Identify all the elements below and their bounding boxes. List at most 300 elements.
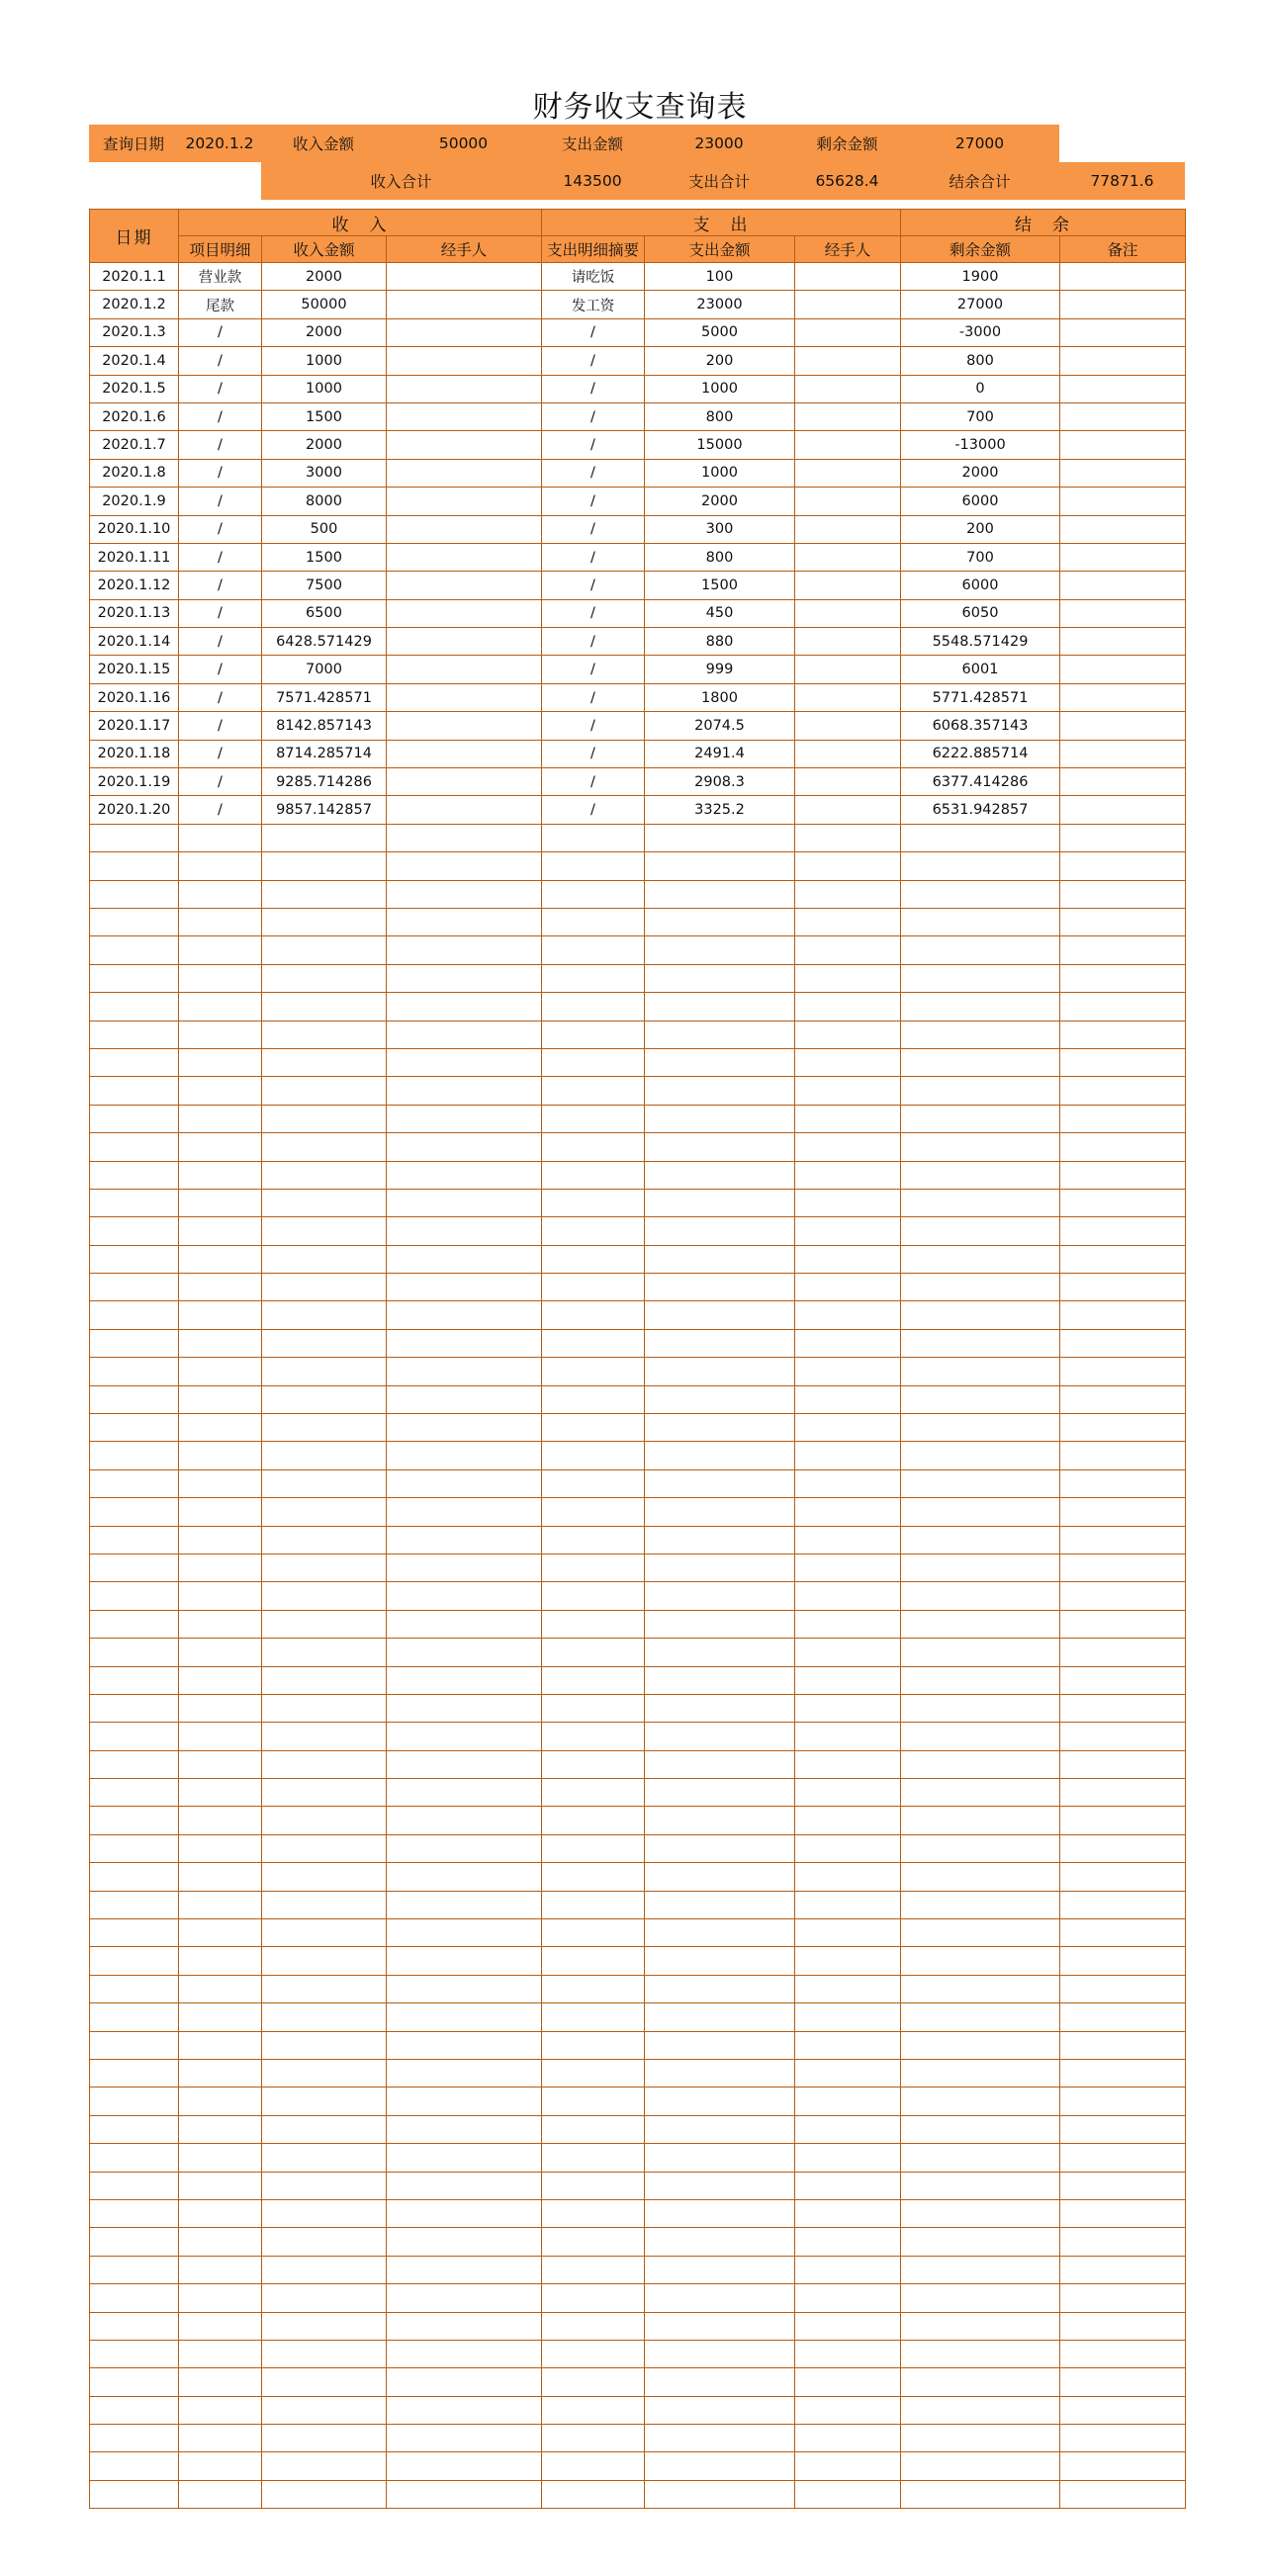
date-cell[interactable] (90, 1301, 179, 1329)
date-cell[interactable] (90, 2396, 179, 2424)
date-cell[interactable] (90, 880, 179, 908)
income-amount-cell[interactable] (262, 1554, 387, 1581)
income-item-cell[interactable] (179, 1105, 262, 1132)
income-amount-cell[interactable] (262, 1694, 387, 1722)
income-item-cell[interactable] (179, 1301, 262, 1329)
note-cell[interactable] (1060, 740, 1186, 767)
income-amount-cell[interactable]: 6428.571429 (262, 628, 387, 656)
income-amount-cell[interactable] (262, 2115, 387, 2143)
expense-handler-cell[interactable] (795, 375, 901, 402)
income-handler-cell[interactable] (387, 2031, 542, 2059)
income-amount-cell[interactable] (262, 964, 387, 992)
income-item-cell[interactable] (179, 852, 262, 880)
income-item-cell[interactable] (179, 908, 262, 935)
date-cell[interactable] (90, 1498, 179, 1526)
income-item-cell[interactable] (179, 1161, 262, 1189)
income-handler-cell[interactable] (387, 2199, 542, 2227)
income-handler-cell[interactable] (387, 824, 542, 851)
income-item-cell[interactable] (179, 1610, 262, 1638)
income-handler-cell[interactable] (387, 2340, 542, 2367)
note-cell[interactable] (1060, 1639, 1186, 1666)
income-item-cell[interactable] (179, 1554, 262, 1581)
remain-amount-cell[interactable] (901, 1834, 1060, 1862)
income-item-cell[interactable] (179, 2003, 262, 2031)
expense-item-cell[interactable] (542, 1077, 645, 1105)
expense-item-cell[interactable] (542, 2087, 645, 2115)
income-handler-cell[interactable] (387, 1947, 542, 1975)
expense-handler-cell[interactable] (795, 2144, 901, 2172)
income-handler-cell[interactable] (387, 1105, 542, 1132)
expense-item-cell[interactable] (542, 2256, 645, 2283)
expense-amount-cell[interactable] (645, 1329, 795, 1357)
note-cell[interactable] (1060, 1834, 1186, 1862)
remain-amount-cell[interactable] (901, 1526, 1060, 1554)
expense-handler-cell[interactable] (795, 1274, 901, 1301)
expense-item-cell[interactable] (542, 1217, 645, 1245)
income-handler-cell[interactable] (387, 347, 542, 375)
expense-item-cell[interactable] (542, 2060, 645, 2087)
income-handler-cell[interactable] (387, 2144, 542, 2172)
income-handler-cell[interactable] (387, 852, 542, 880)
income-item-cell[interactable] (179, 1666, 262, 1694)
expense-item-cell[interactable] (542, 2144, 645, 2172)
expense-handler-cell[interactable] (795, 1301, 901, 1329)
note-cell[interactable] (1060, 712, 1186, 740)
expense-handler-cell[interactable] (795, 936, 901, 964)
expense-item-cell[interactable]: 请吃饭 (542, 263, 645, 291)
date-cell[interactable]: 2020.1.9 (90, 488, 179, 515)
income-item-cell[interactable]: / (179, 656, 262, 683)
expense-item-cell[interactable] (542, 1414, 645, 1442)
note-cell[interactable] (1060, 1863, 1186, 1891)
date-cell[interactable]: 2020.1.3 (90, 318, 179, 346)
date-cell[interactable]: 2020.1.7 (90, 431, 179, 459)
remain-amount-cell[interactable]: 6222.885714 (901, 740, 1060, 767)
income-amount-cell[interactable] (262, 1077, 387, 1105)
income-handler-cell[interactable] (387, 1498, 542, 1526)
note-cell[interactable] (1060, 2396, 1186, 2424)
income-handler-cell[interactable] (387, 1919, 542, 1947)
expense-amount-cell[interactable]: 2491.4 (645, 740, 795, 767)
income-amount-cell[interactable] (262, 2312, 387, 2340)
income-item-cell[interactable] (179, 1329, 262, 1357)
income-item-cell[interactable]: / (179, 488, 262, 515)
expense-handler-cell[interactable] (795, 740, 901, 767)
note-cell[interactable] (1060, 1554, 1186, 1581)
income-item-cell[interactable] (179, 2312, 262, 2340)
income-handler-cell[interactable] (387, 1329, 542, 1357)
income-amount-cell[interactable] (262, 1807, 387, 1834)
income-amount-cell[interactable] (262, 1498, 387, 1526)
expense-item-cell[interactable] (542, 1975, 645, 2002)
income-item-cell[interactable] (179, 2087, 262, 2115)
remain-amount-cell[interactable] (901, 1582, 1060, 1610)
income-handler-cell[interactable] (387, 2256, 542, 2283)
income-handler-cell[interactable] (387, 375, 542, 402)
remain-amount-cell[interactable] (901, 2031, 1060, 2059)
note-cell[interactable] (1060, 1666, 1186, 1694)
expense-amount-cell[interactable] (645, 2312, 795, 2340)
expense-amount-cell[interactable] (645, 1358, 795, 1385)
income-handler-cell[interactable] (387, 1245, 542, 1273)
note-cell[interactable] (1060, 2452, 1186, 2480)
expense-handler-cell[interactable] (795, 1245, 901, 1273)
income-item-cell[interactable] (179, 1891, 262, 1918)
expense-handler-cell[interactable] (795, 1834, 901, 1862)
income-handler-cell[interactable] (387, 1975, 542, 2002)
expense-amount-cell[interactable]: 999 (645, 656, 795, 683)
note-cell[interactable] (1060, 683, 1186, 711)
income-amount-cell[interactable] (262, 1975, 387, 2002)
remain-amount-cell[interactable] (901, 1919, 1060, 1947)
income-handler-cell[interactable] (387, 1694, 542, 1722)
expense-amount-cell[interactable] (645, 936, 795, 964)
note-cell[interactable] (1060, 1217, 1186, 1245)
expense-item-cell[interactable] (542, 2425, 645, 2452)
income-item-cell[interactable]: / (179, 431, 262, 459)
expense-handler-cell[interactable] (795, 1554, 901, 1581)
remain-amount-cell[interactable] (901, 1498, 1060, 1526)
income-amount-cell[interactable] (262, 1329, 387, 1357)
note-cell[interactable] (1060, 1021, 1186, 1048)
date-cell[interactable] (90, 1414, 179, 1442)
expense-handler-cell[interactable] (795, 318, 901, 346)
expense-amount-cell[interactable] (645, 1723, 795, 1750)
income-handler-cell[interactable] (387, 318, 542, 346)
expense-item-cell[interactable] (542, 1498, 645, 1526)
income-item-cell[interactable]: / (179, 318, 262, 346)
income-amount-cell[interactable]: 2000 (262, 431, 387, 459)
expense-amount-cell[interactable]: 15000 (645, 431, 795, 459)
remain-amount-cell[interactable] (901, 1133, 1060, 1161)
remain-amount-cell[interactable] (901, 1105, 1060, 1132)
date-cell[interactable] (90, 1723, 179, 1750)
income-amount-cell[interactable]: 9285.714286 (262, 768, 387, 796)
expense-handler-cell[interactable] (795, 459, 901, 487)
note-cell[interactable] (1060, 488, 1186, 515)
date-cell[interactable] (90, 2425, 179, 2452)
date-cell[interactable] (90, 993, 179, 1021)
expense-handler-cell[interactable] (795, 1048, 901, 1076)
income-amount-cell[interactable]: 7500 (262, 572, 387, 599)
income-handler-cell[interactable] (387, 683, 542, 711)
expense-amount-cell[interactable]: 200 (645, 347, 795, 375)
remain-amount-cell[interactable]: 6068.357143 (901, 712, 1060, 740)
income-amount-cell[interactable] (262, 2425, 387, 2452)
note-cell[interactable] (1060, 1723, 1186, 1750)
remain-amount-cell[interactable] (901, 2312, 1060, 2340)
income-item-cell[interactable]: / (179, 347, 262, 375)
expense-item-cell[interactable] (542, 2228, 645, 2256)
remain-amount-cell[interactable] (901, 2087, 1060, 2115)
remain-amount-cell[interactable] (901, 1385, 1060, 1413)
date-cell[interactable] (90, 1048, 179, 1076)
remain-amount-cell[interactable] (901, 2060, 1060, 2087)
expense-amount-cell[interactable] (645, 1807, 795, 1834)
income-handler-cell[interactable] (387, 1048, 542, 1076)
date-cell[interactable] (90, 1161, 179, 1189)
expense-item-cell[interactable] (542, 1582, 645, 1610)
expense-handler-cell[interactable] (795, 543, 901, 571)
expense-handler-cell[interactable] (795, 1919, 901, 1947)
expense-handler-cell[interactable] (795, 2031, 901, 2059)
expense-amount-cell[interactable] (645, 2425, 795, 2452)
remain-amount-cell[interactable]: 6377.414286 (901, 768, 1060, 796)
income-item-cell[interactable] (179, 1358, 262, 1385)
expense-amount-cell[interactable] (645, 2115, 795, 2143)
expense-handler-cell[interactable] (795, 1358, 901, 1385)
expense-handler-cell[interactable] (795, 1105, 901, 1132)
expense-item-cell[interactable] (542, 1161, 645, 1189)
date-cell[interactable] (90, 1526, 179, 1554)
expense-amount-cell[interactable] (645, 2396, 795, 2424)
income-item-cell[interactable] (179, 1189, 262, 1216)
expense-handler-cell[interactable] (795, 712, 901, 740)
date-cell[interactable] (90, 1947, 179, 1975)
expense-amount-cell[interactable] (645, 2199, 795, 2227)
income-amount-cell[interactable] (262, 2368, 387, 2396)
income-amount-cell[interactable] (262, 1526, 387, 1554)
expense-handler-cell[interactable] (795, 964, 901, 992)
expense-amount-cell[interactable] (645, 1161, 795, 1189)
expense-item-cell[interactable] (542, 1947, 645, 1975)
note-cell[interactable] (1060, 2199, 1186, 2227)
expense-handler-cell[interactable] (795, 1807, 901, 1834)
expense-item-cell[interactable] (542, 1666, 645, 1694)
income-item-cell[interactable]: / (179, 459, 262, 487)
note-cell[interactable] (1060, 515, 1186, 543)
income-handler-cell[interactable] (387, 1442, 542, 1469)
remain-amount-cell[interactable] (901, 2228, 1060, 2256)
note-cell[interactable] (1060, 908, 1186, 935)
remain-amount-cell[interactable] (901, 1750, 1060, 1778)
income-handler-cell[interactable] (387, 1358, 542, 1385)
date-cell[interactable] (90, 2003, 179, 2031)
note-cell[interactable] (1060, 1274, 1186, 1301)
date-cell[interactable] (90, 2031, 179, 2059)
income-amount-cell[interactable]: 50000 (262, 291, 387, 318)
remain-amount-cell[interactable]: 5548.571429 (901, 628, 1060, 656)
remain-amount-cell[interactable] (901, 1245, 1060, 1273)
expense-item-cell[interactable] (542, 2031, 645, 2059)
expense-amount-cell[interactable] (645, 2368, 795, 2396)
remain-amount-cell[interactable] (901, 1442, 1060, 1469)
expense-item-cell[interactable] (542, 1329, 645, 1357)
expense-amount-cell[interactable] (645, 964, 795, 992)
income-item-cell[interactable] (179, 1919, 262, 1947)
expense-handler-cell[interactable] (795, 1723, 901, 1750)
date-cell[interactable] (90, 2199, 179, 2227)
income-handler-cell[interactable] (387, 515, 542, 543)
remain-amount-cell[interactable]: 6000 (901, 572, 1060, 599)
income-amount-cell[interactable] (262, 1723, 387, 1750)
income-handler-cell[interactable] (387, 2425, 542, 2452)
remain-amount-cell[interactable] (901, 1217, 1060, 1245)
date-cell[interactable] (90, 2228, 179, 2256)
expense-handler-cell[interactable] (795, 572, 901, 599)
expense-handler-cell[interactable] (795, 2228, 901, 2256)
note-cell[interactable] (1060, 2480, 1186, 2508)
income-item-cell[interactable] (179, 2396, 262, 2424)
expense-handler-cell[interactable] (795, 1189, 901, 1216)
expense-amount-cell[interactable] (645, 908, 795, 935)
income-handler-cell[interactable] (387, 2312, 542, 2340)
expense-amount-cell[interactable]: 2074.5 (645, 712, 795, 740)
note-cell[interactable] (1060, 1301, 1186, 1329)
remain-amount-cell[interactable]: 700 (901, 543, 1060, 571)
expense-handler-cell[interactable] (795, 1891, 901, 1918)
income-amount-cell[interactable] (262, 1469, 387, 1497)
expense-amount-cell[interactable] (645, 1554, 795, 1581)
income-amount-cell[interactable]: 7571.428571 (262, 683, 387, 711)
expense-item-cell[interactable] (542, 1105, 645, 1132)
date-cell[interactable]: 2020.1.16 (90, 683, 179, 711)
expense-item-cell[interactable] (542, 1469, 645, 1497)
date-cell[interactable]: 2020.1.19 (90, 768, 179, 796)
expense-amount-cell[interactable] (645, 1919, 795, 1947)
expense-amount-cell[interactable] (645, 2228, 795, 2256)
income-item-cell[interactable]: / (179, 572, 262, 599)
income-amount-cell[interactable] (262, 1834, 387, 1862)
date-cell[interactable] (90, 1582, 179, 1610)
income-item-cell[interactable] (179, 2060, 262, 2087)
note-cell[interactable] (1060, 375, 1186, 402)
remain-amount-cell[interactable] (901, 2368, 1060, 2396)
remain-amount-cell[interactable] (901, 1610, 1060, 1638)
expense-amount-cell[interactable] (645, 1048, 795, 1076)
income-item-cell[interactable] (179, 1582, 262, 1610)
note-cell[interactable] (1060, 1919, 1186, 1947)
date-cell[interactable] (90, 1189, 179, 1216)
remain-amount-cell[interactable] (901, 1891, 1060, 1918)
date-cell[interactable] (90, 1610, 179, 1638)
expense-item-cell[interactable]: 发工资 (542, 291, 645, 318)
expense-amount-cell[interactable] (645, 2480, 795, 2508)
income-item-cell[interactable] (179, 936, 262, 964)
income-amount-cell[interactable] (262, 1105, 387, 1132)
note-cell[interactable] (1060, 2003, 1186, 2031)
income-handler-cell[interactable] (387, 2060, 542, 2087)
income-handler-cell[interactable] (387, 712, 542, 740)
income-item-cell[interactable] (179, 1863, 262, 1891)
remain-amount-cell[interactable] (901, 852, 1060, 880)
income-handler-cell[interactable] (387, 740, 542, 767)
expense-handler-cell[interactable] (795, 2312, 901, 2340)
expense-item-cell[interactable] (542, 1610, 645, 1638)
income-item-cell[interactable] (179, 2480, 262, 2508)
note-cell[interactable] (1060, 1975, 1186, 2002)
expense-amount-cell[interactable] (645, 2087, 795, 2115)
income-handler-cell[interactable] (387, 1414, 542, 1442)
income-handler-cell[interactable] (387, 1610, 542, 1638)
income-amount-cell[interactable] (262, 824, 387, 851)
expense-item-cell[interactable] (542, 824, 645, 851)
note-cell[interactable] (1060, 824, 1186, 851)
note-cell[interactable] (1060, 291, 1186, 318)
income-amount-cell[interactable]: 1000 (262, 375, 387, 402)
date-cell[interactable]: 2020.1.10 (90, 515, 179, 543)
income-item-cell[interactable]: / (179, 375, 262, 402)
expense-item-cell[interactable] (542, 1919, 645, 1947)
expense-amount-cell[interactable] (645, 2256, 795, 2283)
income-item-cell[interactable] (179, 1834, 262, 1862)
remain-amount-cell[interactable] (901, 880, 1060, 908)
remain-amount-cell[interactable] (901, 2003, 1060, 2031)
income-amount-cell[interactable]: 7000 (262, 656, 387, 683)
expense-handler-cell[interactable] (795, 2340, 901, 2367)
expense-handler-cell[interactable] (795, 852, 901, 880)
expense-handler-cell[interactable] (795, 1077, 901, 1105)
expense-item-cell[interactable] (542, 993, 645, 1021)
income-item-cell[interactable] (179, 2144, 262, 2172)
income-item-cell[interactable] (179, 1779, 262, 1807)
income-handler-cell[interactable] (387, 572, 542, 599)
remain-amount-cell[interactable] (901, 1021, 1060, 1048)
income-amount-cell[interactable] (262, 908, 387, 935)
date-cell[interactable] (90, 2060, 179, 2087)
income-handler-cell[interactable] (387, 1021, 542, 1048)
note-cell[interactable] (1060, 1750, 1186, 1778)
date-cell[interactable] (90, 936, 179, 964)
income-item-cell[interactable]: / (179, 683, 262, 711)
income-amount-cell[interactable] (262, 1779, 387, 1807)
income-amount-cell[interactable] (262, 1161, 387, 1189)
expense-amount-cell[interactable] (645, 1469, 795, 1497)
expense-item-cell[interactable] (542, 1834, 645, 1862)
note-cell[interactable] (1060, 656, 1186, 683)
income-amount-cell[interactable] (262, 2228, 387, 2256)
income-item-cell[interactable]: / (179, 628, 262, 656)
date-cell[interactable] (90, 1442, 179, 1469)
expense-amount-cell[interactable]: 300 (645, 515, 795, 543)
income-amount-cell[interactable] (262, 1666, 387, 1694)
date-cell[interactable] (90, 1133, 179, 1161)
income-item-cell[interactable] (179, 1274, 262, 1301)
date-cell[interactable] (90, 1694, 179, 1722)
date-cell[interactable]: 2020.1.2 (90, 291, 179, 318)
remain-amount-cell[interactable] (901, 936, 1060, 964)
income-amount-cell[interactable] (262, 1048, 387, 1076)
note-cell[interactable] (1060, 2087, 1186, 2115)
expense-item-cell[interactable] (542, 1274, 645, 1301)
note-cell[interactable] (1060, 459, 1186, 487)
expense-item-cell[interactable] (542, 1750, 645, 1778)
income-item-cell[interactable] (179, 1807, 262, 1834)
note-cell[interactable] (1060, 2115, 1186, 2143)
remain-amount-cell[interactable] (901, 2115, 1060, 2143)
note-cell[interactable] (1060, 2340, 1186, 2367)
expense-handler-cell[interactable] (795, 1385, 901, 1413)
income-amount-cell[interactable] (262, 1639, 387, 1666)
income-item-cell[interactable] (179, 2228, 262, 2256)
note-cell[interactable] (1060, 1779, 1186, 1807)
income-amount-cell[interactable] (262, 1274, 387, 1301)
income-handler-cell[interactable] (387, 291, 542, 318)
expense-handler-cell[interactable] (795, 1639, 901, 1666)
expense-amount-cell[interactable] (645, 824, 795, 851)
expense-handler-cell[interactable] (795, 1610, 901, 1638)
note-cell[interactable] (1060, 993, 1186, 1021)
expense-handler-cell[interactable] (795, 1021, 901, 1048)
income-handler-cell[interactable] (387, 936, 542, 964)
income-amount-cell[interactable]: 2000 (262, 263, 387, 291)
note-cell[interactable] (1060, 1245, 1186, 1273)
note-cell[interactable] (1060, 1189, 1186, 1216)
expense-handler-cell[interactable] (795, 1329, 901, 1357)
income-amount-cell[interactable] (262, 1217, 387, 1245)
note-cell[interactable] (1060, 1947, 1186, 1975)
expense-item-cell[interactable]: / (542, 683, 645, 711)
